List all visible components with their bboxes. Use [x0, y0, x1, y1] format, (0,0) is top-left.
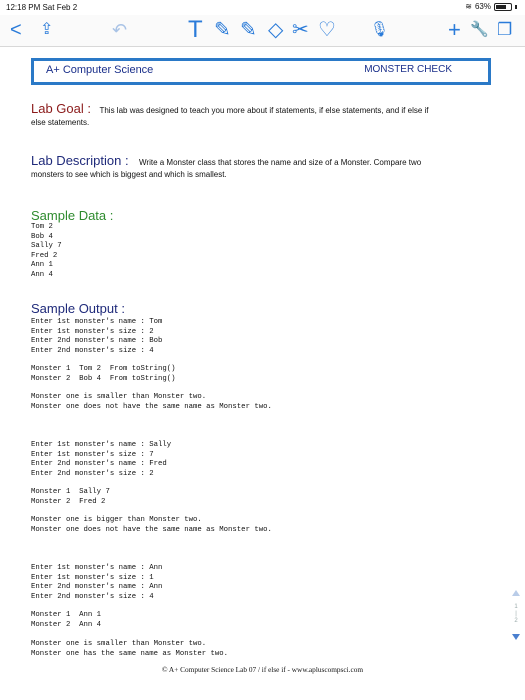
- output-block: Monster 1 Tom 2 From toString() Monster 2 Bob 4 From toString(): [31, 365, 176, 383]
- sample-data-line: Bob 4: [31, 232, 53, 241]
- page-indicator: 1 | 2: [514, 604, 518, 624]
- wifi-icon: ≋: [465, 2, 472, 11]
- highlighter-icon[interactable]: ✎: [240, 19, 257, 41]
- output-block: Monster one is smaller than Monster two. Monster one has the same name as Monster two.: [31, 640, 229, 658]
- page-up-icon[interactable]: [512, 590, 520, 596]
- header-box: [31, 58, 491, 85]
- header-right: MONSTER CHECK: [364, 64, 452, 75]
- pages-icon[interactable]: ❐: [497, 20, 513, 39]
- microphone-icon[interactable]: 🎙: [370, 21, 390, 38]
- page-scroller[interactable]: [511, 590, 521, 640]
- sample-output-title: Sample Output :: [31, 301, 125, 316]
- share-icon[interactable]: ⇪: [40, 21, 54, 38]
- lab-description-section: [31, 152, 491, 180]
- back-chevron-icon[interactable]: <: [10, 19, 22, 41]
- header-left: A+ Computer Science: [46, 64, 154, 76]
- output-block: Monster one is smaller than Monster two. Monster one does not have the same name as Monster two.: [31, 393, 272, 411]
- battery-icon: [494, 3, 512, 11]
- current-page: 1: [514, 604, 518, 610]
- sample-data-line: Tom 2: [31, 223, 53, 231]
- page-down-icon[interactable]: [512, 634, 520, 640]
- wrench-icon[interactable]: 🔧: [470, 21, 489, 38]
- pen-icon[interactable]: ✎: [214, 19, 231, 41]
- lab-description-title: Lab Description :: [31, 153, 129, 168]
- lab-goal-line2: else statements.: [31, 118, 90, 127]
- total-pages: 2: [514, 618, 518, 624]
- lab-goal-line1: This lab was designed to teach you more about if statements, if else statements, and if else if: [99, 106, 429, 115]
- lab-description-line2: monsters to see which is biggest and which is smallest.: [31, 170, 227, 179]
- sample-data-title: Sample Data :: [31, 208, 114, 223]
- document-page: [0, 48, 525, 700]
- add-icon[interactable]: +: [448, 17, 461, 42]
- sample-data-line: Fred 2: [31, 251, 58, 260]
- lab-goal-section: [31, 100, 491, 128]
- status-time: 12:18 PM Sat Feb 2: [6, 3, 78, 12]
- undo-icon[interactable]: ↶: [112, 20, 128, 40]
- toolbar: [0, 15, 525, 47]
- output-block: Enter 1st monster's name : Tom Enter 1st monster's size : 2 Enter 2nd monster's name : Bob Enter 2nd monster's size : 4: [31, 318, 163, 355]
- eraser-icon[interactable]: ◇: [268, 19, 284, 41]
- output-block: Monster 1 Ann 1 Monster 2 Ann 4: [31, 611, 102, 629]
- output-block: Monster 1 Sally 7 Monster 2 Fred 2: [31, 488, 110, 506]
- output-block: Enter 1st monster's name : Ann Enter 1st monster's size : 1 Enter 2nd monster's name : Ann Enter 2nd monster's size : 4: [31, 564, 163, 601]
- lab-description-line1: Write a Monster class that stores the name and size of a Monster. Compare two: [139, 158, 422, 167]
- output-block: Enter 1st monster's name : Sally Enter 1st monster's size : 7 Enter 2nd monster's name : Fred Enter 2nd monster's size : 2: [31, 441, 172, 478]
- status-right: [465, 2, 517, 11]
- shapes-icon[interactable]: ♡: [318, 19, 336, 41]
- sample-output-title-wrap: [31, 301, 125, 316]
- sample-data-line: Sally 7: [31, 242, 62, 251]
- sample-data-line: Ann 4: [31, 270, 53, 279]
- sample-data-section: [31, 208, 113, 281]
- sample-data-line: Ann 1: [31, 261, 53, 270]
- text-tool-icon[interactable]: T: [188, 16, 203, 43]
- battery-percent: 63%: [474, 2, 491, 11]
- output-block: Monster one is bigger than Monster two. Monster one does not have the same name as Monster two.: [31, 516, 272, 534]
- status-bar: [0, 0, 525, 14]
- page-footer: © A+ Computer Science Lab 07 / if else if - www.apluscompsci.com: [161, 665, 364, 674]
- lasso-icon[interactable]: ✂: [292, 19, 309, 41]
- lab-goal-title: Lab Goal :: [31, 101, 91, 116]
